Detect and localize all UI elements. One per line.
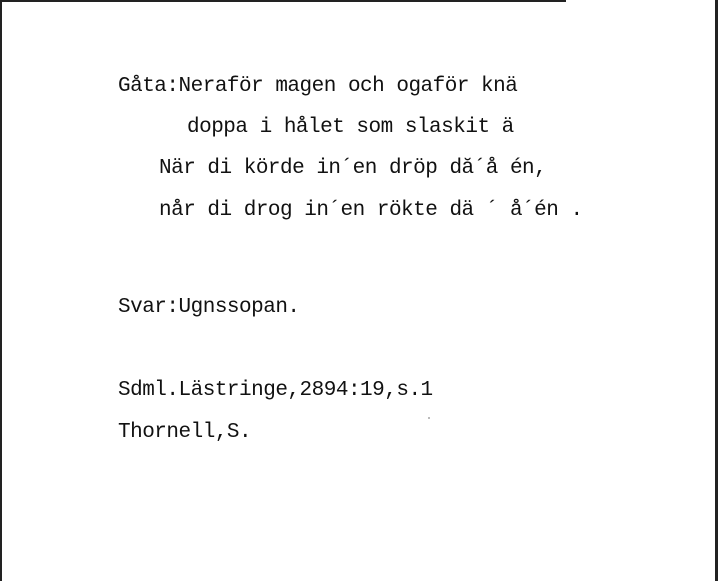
source-reference: Sdml.Lästringe,2894:19,s.1 xyxy=(118,379,433,402)
riddle-line-1: Gåta:Neraför magen och ogaför knä xyxy=(118,75,518,98)
card-border-top xyxy=(0,0,566,2)
paper-speck xyxy=(428,417,430,419)
answer-line: Svar:Ugnssopan. xyxy=(118,296,300,319)
collector-name: Thornell,S. xyxy=(118,421,252,444)
riddle-line-2: doppa i hålet som slaskit ä xyxy=(187,116,514,139)
card-border-right xyxy=(715,0,718,581)
riddle-line-4: når di drog in´en rökte dä ´ å´én . xyxy=(159,199,583,222)
riddle-line-3: När di körde in´en dröp dă´å én, xyxy=(159,157,547,180)
card-border-left xyxy=(0,0,2,581)
